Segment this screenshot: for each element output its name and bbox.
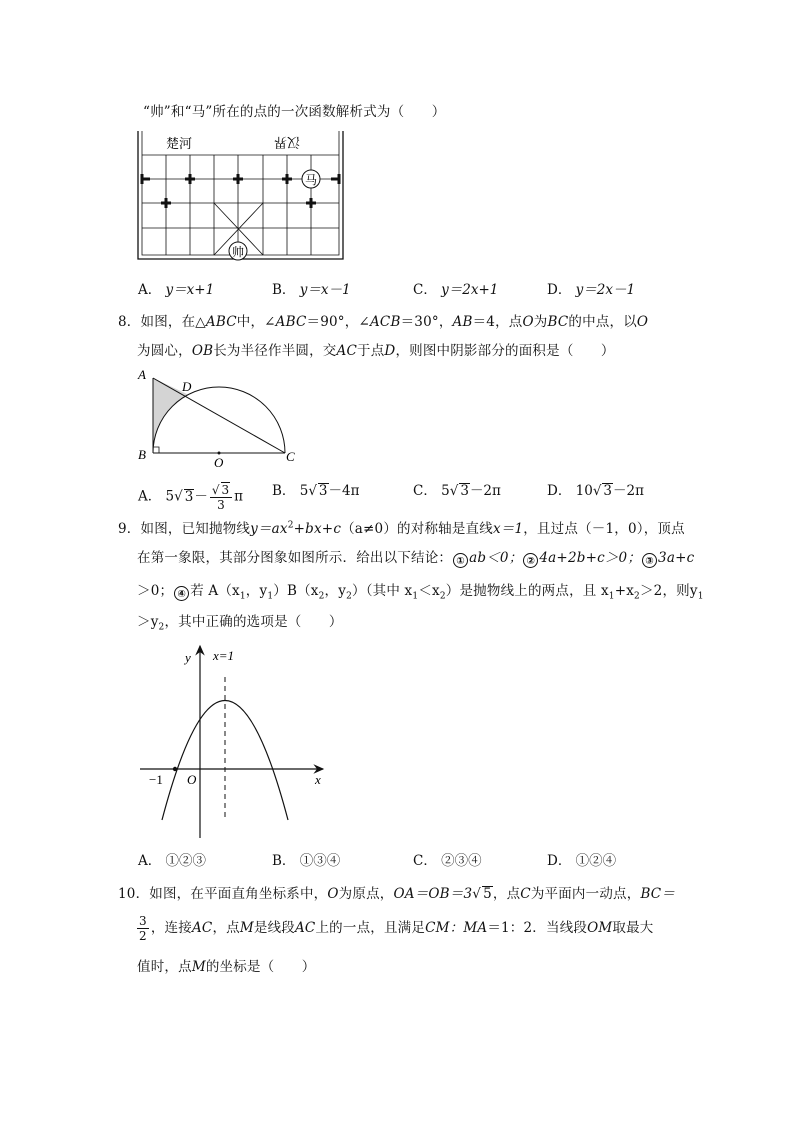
q7-question-text: “帅”和“马”所在的点的一次函数解析式为（ ） — [143, 104, 446, 120]
label-d: D — [182, 379, 192, 394]
q7-option-b[interactable]: B． y＝x－1 — [272, 282, 351, 298]
q9-question-line3: ＞0； ④ 若 $A(x_1$，$y_1)B(x_2$，$y_2$）（其中 $x_1<x_2$）是抛物线上的两点，且 $x_1+x_2>2$，则$y_1$ — [137, 583, 704, 602]
q10-question-line2: $\frac{3}{2}$ ，连接AC，点M是线段AC上的一点，且满足CM：MA＝1：2．当线段OM取最大 — [139, 914, 654, 943]
origin-label: O — [187, 772, 197, 787]
question-number: 8． — [118, 314, 141, 330]
question-number: 10． — [118, 886, 150, 902]
river-right-label: 汉界 — [273, 135, 300, 150]
label-c: C — [286, 449, 295, 464]
q9-parabola-figure — [135, 642, 335, 842]
label-b: B — [138, 447, 146, 462]
q9-option-b[interactable]: B． ①③④ — [272, 853, 341, 869]
q7-option-c[interactable]: C． y＝2x+1 — [413, 282, 499, 298]
q8-option-a[interactable]: A． 5√ 3－ $\frac{√ 3}{3}$ π — [138, 483, 244, 512]
q8-question-line1: 8．如图，在△ABC中，∠ABC＝90°，∠ACB＝30°，AB＝4，点O为BC的中点，以O — [118, 314, 649, 330]
q8-option-c[interactable]: C． 5√ 3－2π — [413, 483, 501, 499]
question-number: 9． — [118, 521, 141, 537]
circled-3: ③ — [642, 553, 657, 568]
q7-option-d[interactable]: D． y＝2x－1 — [547, 282, 636, 298]
q9-option-d[interactable]: D． ①②④ — [547, 853, 617, 869]
q7-chess-board-figure — [136, 131, 346, 261]
symmetry-axis-label: x=1 — [213, 648, 235, 663]
q8-question-line2: 为圆心，OB长为半径作半圆，交AC于点D，则图中阴影部分的面积是（ ） — [137, 343, 615, 359]
q8-option-b[interactable]: B． 5√ 3－4π — [272, 483, 360, 499]
circled-4: ④ — [174, 586, 189, 601]
q7-option-a[interactable]: A． y＝x+1 — [138, 282, 215, 298]
svg-text:帅: 帅 — [231, 245, 245, 259]
horse-piece — [302, 170, 320, 188]
q9-option-a[interactable]: A． ①②③ — [138, 853, 207, 869]
y-axis-label: y — [185, 650, 191, 665]
label-a: A — [138, 367, 146, 382]
q9-question-line4: $>y_2$，其中正确的选项是（ ） — [137, 614, 343, 633]
q9-question-line1: 9．如图，已知抛物线$y=ax^2+bx+c(a\ne 0)$的对称轴是直线x＝1，且过点（－1，0），顶点 — [118, 520, 685, 537]
q10-question-line1: 10．如图，在平面直角坐标系中，O为原点，OA＝OB＝3√ 5，点C为平面内一动点，BC＝ — [118, 886, 676, 902]
svg-text:马: 马 — [304, 173, 318, 187]
q8-semicircle-triangle-figure — [134, 366, 304, 470]
q8-option-d[interactable]: D． 10√ 3－2π — [547, 483, 644, 499]
river-left-label: 楚河 — [166, 136, 193, 151]
marshal-piece — [229, 242, 247, 260]
q9-question-line2: 在第一象限，其部分图象如图所示．给出以下结论： ① ab＜0； ② 4a+2b+c＞0； ③ 3a+c — [137, 550, 695, 567]
q9-option-c[interactable]: C． ②③④ — [413, 853, 482, 869]
q10-question-line3: 值时，点M的坐标是（ ） — [137, 959, 316, 975]
circled-2: ② — [523, 553, 538, 568]
x-axis-label: x — [315, 772, 321, 787]
label-o: O — [214, 455, 224, 470]
neg-one-label: −1 — [149, 772, 163, 787]
circled-1: ① — [453, 553, 468, 568]
